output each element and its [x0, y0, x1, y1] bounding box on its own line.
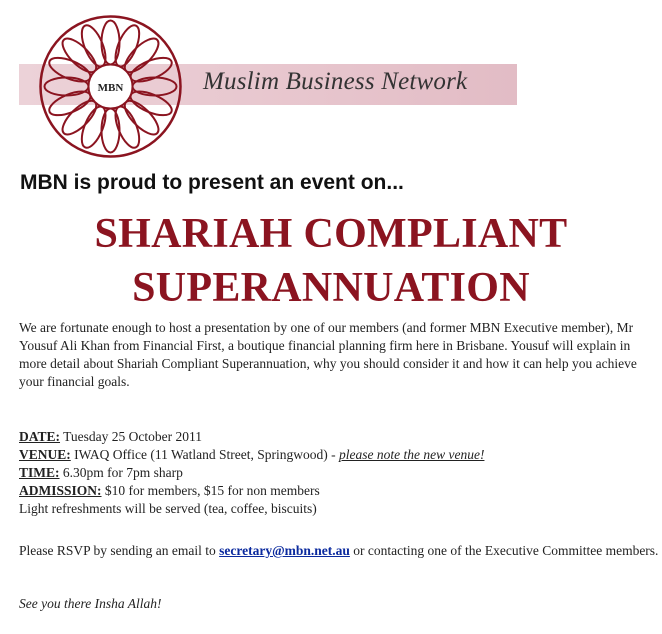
mbn-emblem-icon	[38, 14, 183, 159]
date-value: Tuesday 25 October 2011	[60, 429, 203, 444]
time-label: TIME:	[19, 465, 60, 480]
time-row	[19, 464, 649, 482]
rsvp-prefix: Please RSVP by sending an email to	[19, 543, 220, 558]
time-value: 6.30pm for 7pm sharp	[59, 465, 183, 480]
date-row	[19, 428, 649, 446]
admission-label: ADMISSION:	[19, 483, 102, 498]
event-description: We are fortunate enough to host a presentation by one of our members (and former MBN Executive member), Mr Yousuf Ali Khan from Financial First, a boutique financial planning firm here in Brisbane. Yousuf will explain in more detail about Shariah Compliant Superannuation, why you should consider it and how it can help you achieve your financial goals.	[19, 320, 637, 389]
emblem-text: MBN	[97, 82, 124, 94]
organisation-name: Muslim Business Network	[203, 68, 468, 95]
admission-value: $10 for members, $15 for non members	[101, 483, 320, 498]
intro-heading: MBN is proud to present an event on...	[20, 171, 404, 194]
admission-row	[19, 482, 649, 500]
rsvp-paragraph	[19, 542, 659, 560]
event-title-line-1: SHARIAH COMPLIANT	[94, 211, 568, 257]
event-details	[19, 428, 649, 518]
venue-label: VENUE:	[19, 447, 71, 462]
signoff-text: See you there Insha Allah!	[19, 596, 162, 611]
venue-note: please note the new venue!	[339, 447, 485, 462]
rsvp-suffix: or contacting one of the Executive Committee members.	[349, 543, 659, 558]
venue-value: IWAQ Office (11 Watland Street, Springwood) -	[70, 447, 339, 462]
refreshments-row: Light refreshments will be served (tea, coffee, biscuits)	[19, 501, 317, 516]
date-label: DATE:	[19, 429, 61, 444]
venue-row	[19, 446, 649, 464]
event-title-line-2: SUPERANNUATION	[132, 265, 530, 311]
rsvp-email-link[interactable]: secretary@mbn.net.au	[219, 543, 350, 558]
